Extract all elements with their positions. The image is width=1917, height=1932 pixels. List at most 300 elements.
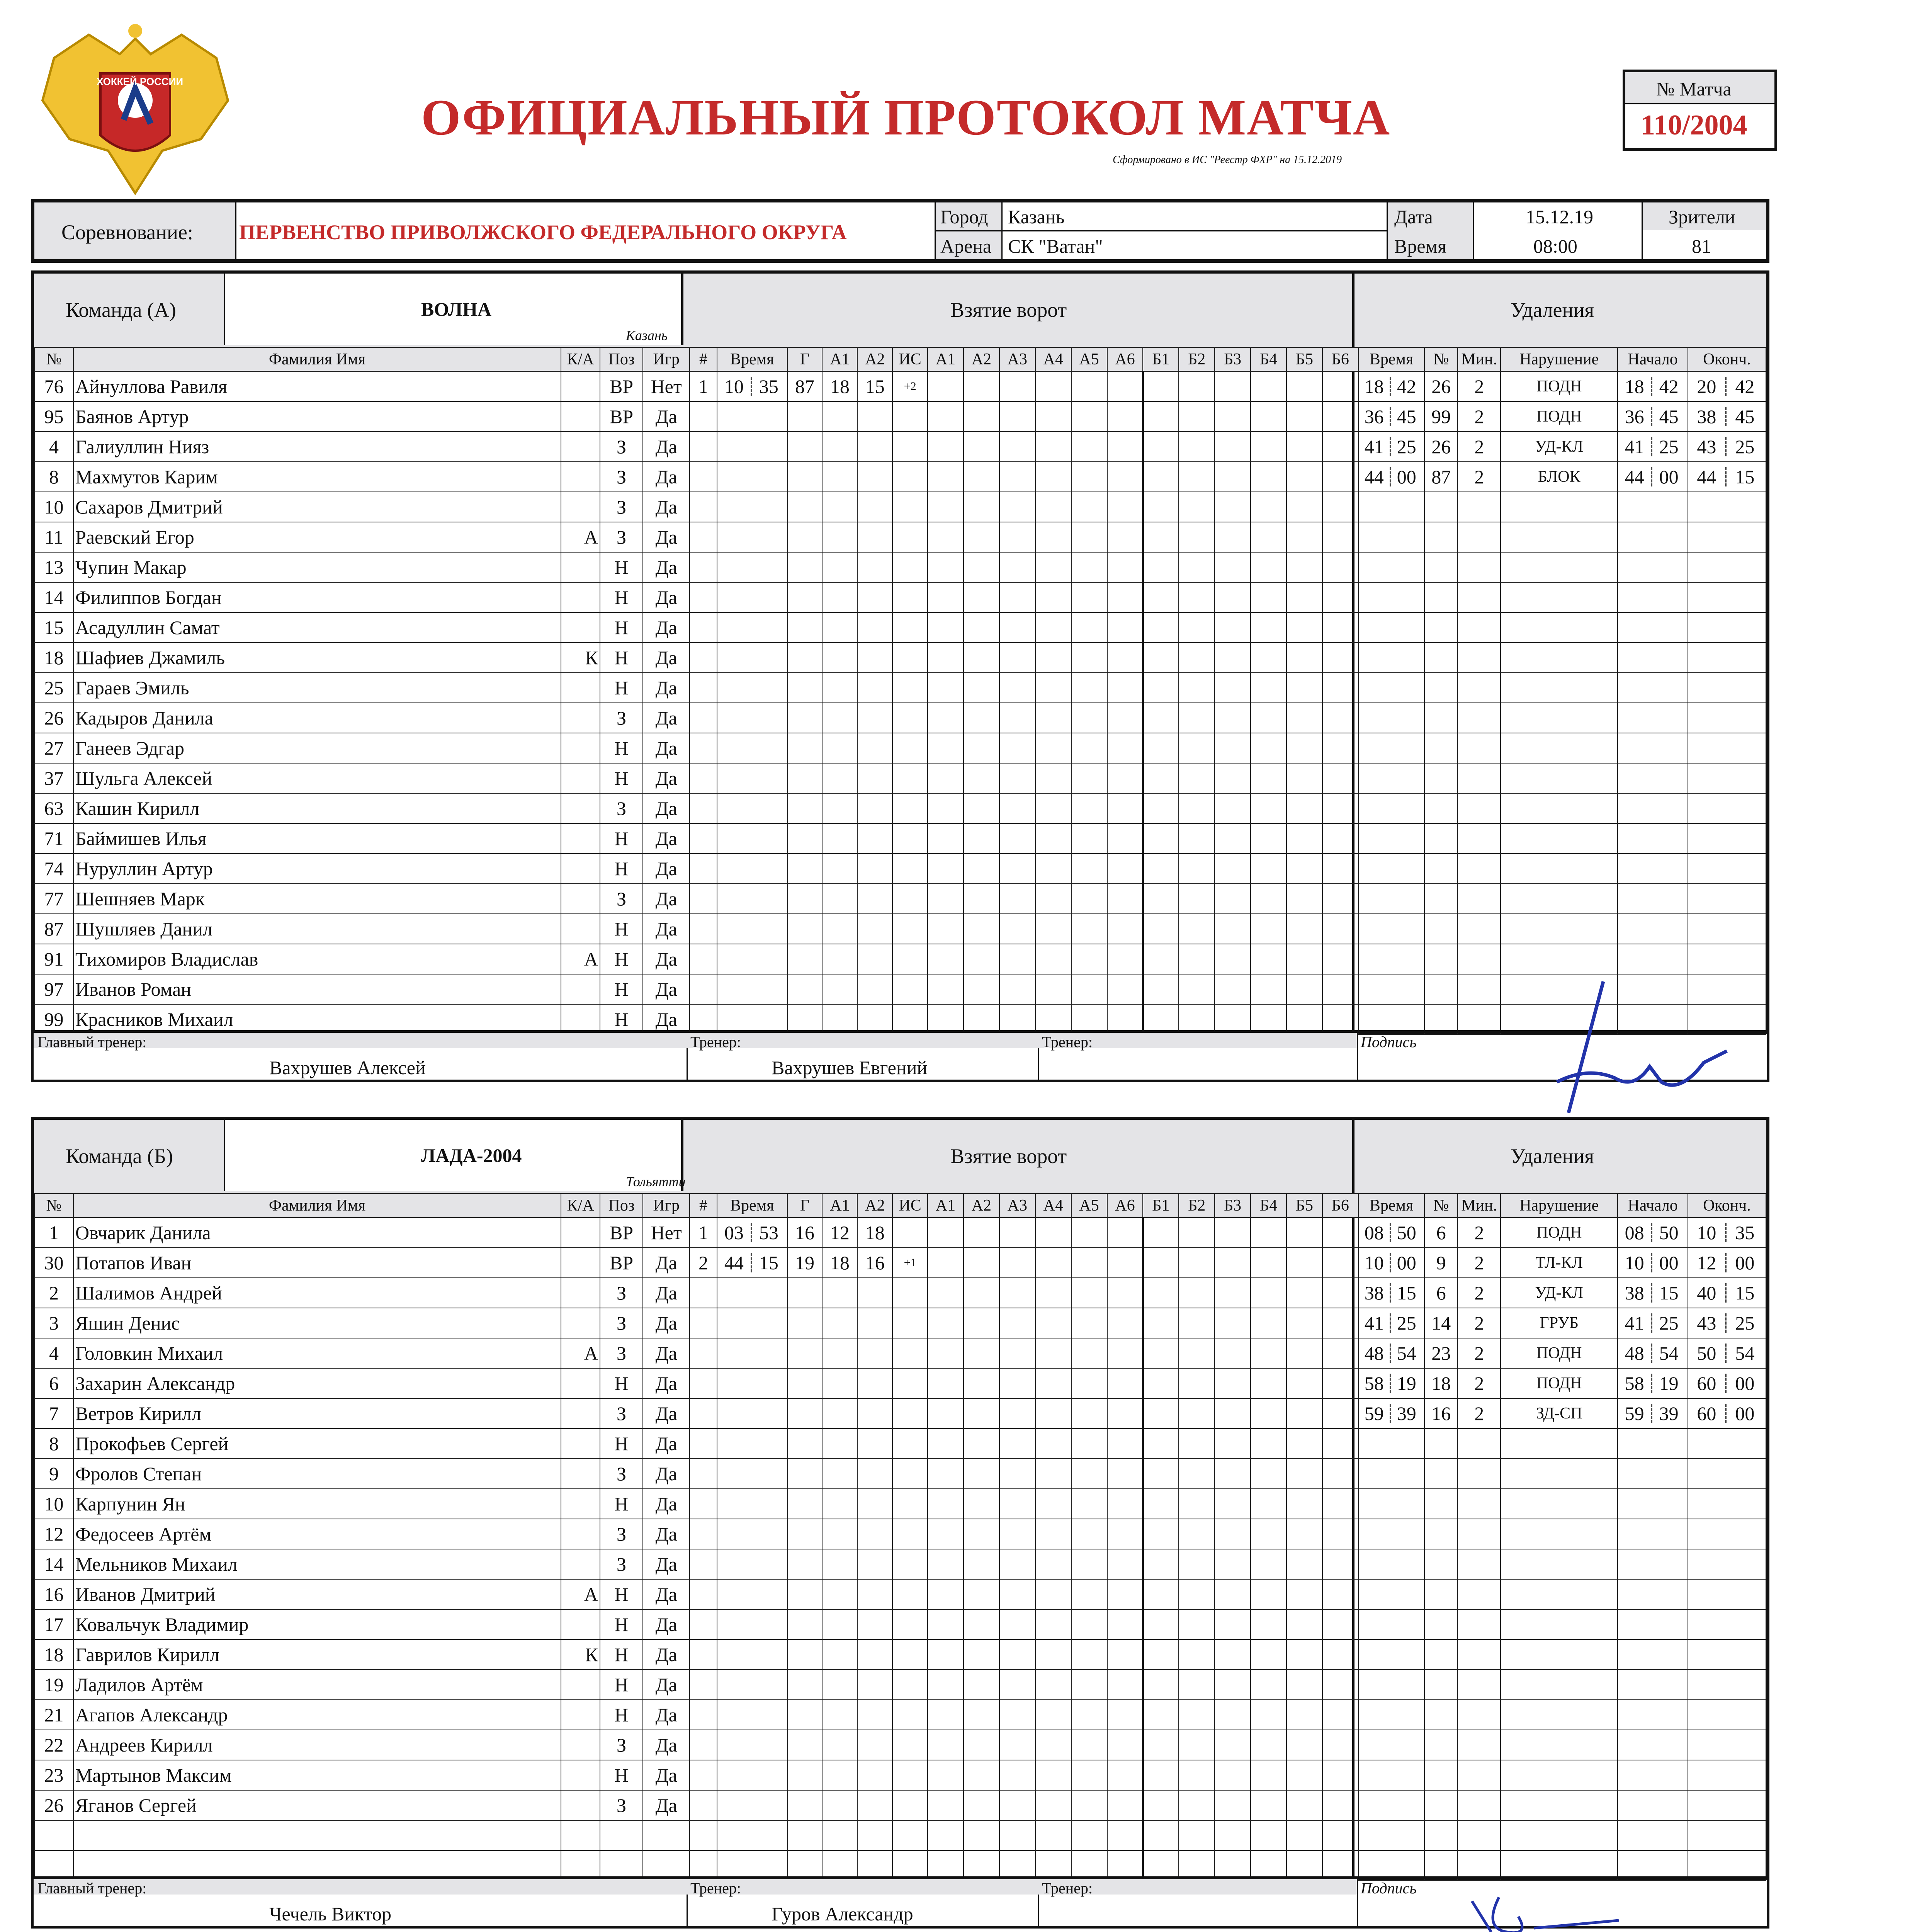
goal-situation [892, 1489, 928, 1519]
on-ice-cell [999, 1609, 1035, 1639]
teamA-col-18: Б2 [1179, 347, 1215, 371]
on-ice-cell [964, 1730, 999, 1760]
on-ice-cell [1286, 1519, 1322, 1549]
on-ice-cell [1179, 612, 1215, 643]
on-ice-cell [964, 643, 999, 673]
on-ice-cell [1107, 1820, 1143, 1850]
on-ice-cell [1215, 1398, 1251, 1429]
on-ice-cell [1286, 1429, 1322, 1459]
on-ice-cell [1286, 1549, 1322, 1579]
on-ice-cell [964, 552, 999, 582]
goal-assist-1 [822, 703, 857, 733]
teamB-col-21: Б5 [1286, 1194, 1322, 1218]
pen-time [1358, 1278, 1425, 1308]
teamA-col-14: А4 [1035, 347, 1071, 371]
goal-scorer [787, 914, 823, 944]
pen-player: 14 [1424, 1308, 1458, 1338]
on-ice-cell [1107, 462, 1143, 492]
pen-violation [1501, 673, 1618, 703]
teamA-col-23: Время [1358, 347, 1425, 371]
on-ice-cell [1071, 522, 1107, 552]
goal-assist-1 [822, 522, 857, 552]
player-role: К [561, 1639, 600, 1670]
on-ice-cell [964, 1820, 999, 1850]
player-position: З [600, 432, 643, 462]
goal-assist-2 [857, 1820, 892, 1850]
teamB-sign-label: Подпись [1361, 1879, 1417, 1897]
goal-assist-2 [857, 1338, 892, 1368]
on-ice-cell [964, 1609, 999, 1639]
player-name: Фролов Степан [73, 1459, 561, 1489]
on-ice-cell [964, 974, 999, 1004]
goal-scorer [787, 1700, 823, 1730]
on-ice-cell [1322, 1639, 1358, 1670]
pen-violation [1501, 612, 1618, 643]
pen-start [1618, 1820, 1688, 1850]
goal-number [690, 1609, 717, 1639]
on-ice-cell [928, 1760, 964, 1790]
goal-time [717, 371, 787, 401]
goal-scorer [787, 612, 823, 643]
teamB-col-15: А5 [1071, 1194, 1107, 1218]
teamA-col-27: Начало [1618, 347, 1688, 371]
on-ice-cell [1322, 703, 1358, 733]
goal-scorer [787, 552, 823, 582]
on-ice-cell [1071, 1730, 1107, 1760]
teamA-col-5: # [690, 347, 717, 371]
pen-start [1618, 612, 1688, 643]
goal-situation [892, 884, 928, 914]
teamB-col-28: Оконч. [1688, 1194, 1766, 1218]
on-ice-cell [1143, 1429, 1179, 1459]
pen-violation [1501, 793, 1618, 823]
on-ice-cell [1143, 763, 1179, 793]
on-ice-cell [1179, 854, 1215, 884]
goal-time [717, 612, 787, 643]
pen-minutes [1458, 733, 1501, 763]
player-name: Шульга Алексей [73, 763, 561, 793]
teamA-city: Казань [626, 328, 668, 343]
pen-end [1688, 401, 1766, 432]
player-name: Головкин Михаил [73, 1338, 561, 1368]
goal-assist-1 [822, 1790, 857, 1820]
player-role [561, 1609, 600, 1639]
on-ice-cell [1322, 643, 1358, 673]
teamA-col-8: А1 [822, 347, 857, 371]
on-ice-cell [928, 643, 964, 673]
pen-minutes [1458, 1700, 1501, 1730]
on-ice-cell [964, 1398, 999, 1429]
on-ice-cell [1251, 1398, 1286, 1429]
on-ice-cell [1035, 1730, 1071, 1760]
on-ice-cell [1322, 1730, 1358, 1760]
pen-start-sec: 45 [1659, 406, 1679, 427]
pen-player: 6 [1424, 1218, 1458, 1248]
goal-assist-1 [822, 1549, 857, 1579]
player-name: Кадыров Данила [73, 703, 561, 733]
goal-number [690, 854, 717, 884]
on-ice-cell [964, 703, 999, 733]
pen-minutes: 2 [1458, 371, 1501, 401]
on-ice-cell [1251, 1368, 1286, 1398]
on-ice-cell [964, 914, 999, 944]
pen-end-sec: 54 [1735, 1342, 1755, 1364]
teamB-col-13: А3 [999, 1194, 1035, 1218]
on-ice-cell [1071, 643, 1107, 673]
goal-scorer [787, 1670, 823, 1700]
on-ice-cell [928, 1549, 964, 1579]
pen-minutes [1458, 1459, 1501, 1489]
pen-end [1688, 1579, 1766, 1609]
on-ice-cell [1179, 1670, 1215, 1700]
on-ice-cell [1143, 1248, 1179, 1278]
on-ice-cell [1286, 552, 1322, 582]
on-ice-cell [964, 401, 999, 432]
on-ice-cell [1071, 1429, 1107, 1459]
pen-end-sec: 00 [1735, 1403, 1755, 1424]
pen-player: 23 [1424, 1338, 1458, 1368]
on-ice-cell [964, 1760, 999, 1790]
player-name: Шафиев Джамиль [73, 643, 561, 673]
goal-situation [892, 703, 928, 733]
on-ice-cell [999, 1278, 1035, 1308]
on-ice-cell [999, 1248, 1035, 1278]
on-ice-cell [928, 703, 964, 733]
player-plays: Да [643, 1489, 690, 1519]
on-ice-cell [1143, 1278, 1179, 1308]
table-row [34, 914, 1766, 944]
pen-time [1358, 854, 1425, 884]
goal-situation [892, 673, 928, 703]
pen-start [1618, 703, 1688, 733]
pen-minutes [1458, 1760, 1501, 1790]
player-plays: Да [643, 944, 690, 974]
on-ice-cell [1107, 1700, 1143, 1730]
goal-time [717, 1489, 787, 1519]
pen-violation [1501, 914, 1618, 944]
goal-scorer [787, 1338, 823, 1368]
pen-end [1688, 1218, 1766, 1248]
goal-scorer [787, 462, 823, 492]
goal-scorer [787, 1549, 823, 1579]
goal-assist-2 [857, 1308, 892, 1338]
on-ice-cell [999, 914, 1035, 944]
pen-player [1424, 522, 1458, 552]
goal-assist-2 [857, 703, 892, 733]
pen-violation [1501, 582, 1618, 612]
goal-time [717, 673, 787, 703]
player-number: 8 [34, 462, 73, 492]
date-value: 15.12.19 [1526, 206, 1593, 228]
on-ice-cell [999, 1790, 1035, 1820]
teamB-col-10: ИС [892, 1194, 928, 1218]
on-ice-cell [1071, 1760, 1107, 1790]
teamB-col-12: А2 [964, 1194, 999, 1218]
on-ice-cell [1251, 1579, 1286, 1609]
on-ice-cell [1251, 1760, 1286, 1790]
on-ice-cell [1035, 673, 1071, 703]
generated-note: Сформировано в ИС "Реестр ФХР" на 15.12.2019 [1113, 154, 1342, 166]
on-ice-cell [1286, 1308, 1322, 1338]
on-ice-cell [1251, 823, 1286, 854]
goal-assist-1 [822, 401, 857, 432]
player-position: Н [600, 1004, 643, 1034]
pen-minutes [1458, 522, 1501, 552]
table-row [34, 552, 1766, 582]
on-ice-cell [1035, 582, 1071, 612]
on-ice-cell [1215, 1700, 1251, 1730]
pen-sec: 00 [1397, 1252, 1416, 1274]
table-row [34, 1398, 1766, 1429]
player-name: Тихомиров Владислав [73, 944, 561, 974]
pen-player: 6 [1424, 1278, 1458, 1308]
pen-minutes: 2 [1458, 1308, 1501, 1338]
teamA-pens-title: Удаления [1511, 298, 1594, 321]
on-ice-cell [1251, 1670, 1286, 1700]
on-ice-cell [1179, 1730, 1215, 1760]
on-ice-cell [1035, 1519, 1071, 1549]
pen-start-sec: 50 [1659, 1222, 1679, 1243]
on-ice-cell [1286, 673, 1322, 703]
player-plays: Да [643, 914, 690, 944]
player-plays: Да [643, 492, 690, 522]
pen-start [1618, 1218, 1688, 1248]
goal-time [717, 1670, 787, 1700]
on-ice-cell [1251, 703, 1286, 733]
on-ice-cell [1071, 1670, 1107, 1700]
player-position: ВР [600, 401, 643, 432]
time-label: Время [1394, 235, 1447, 257]
player-name: Мартынов Максим [73, 1760, 561, 1790]
on-ice-cell [1107, 1639, 1143, 1670]
pen-violation: ПОДН [1501, 401, 1618, 432]
player-number: 63 [34, 793, 73, 823]
on-ice-cell [1071, 582, 1107, 612]
pen-end-sec: 25 [1735, 436, 1755, 457]
on-ice-cell [999, 1760, 1035, 1790]
pen-end-min: 60 [1688, 1374, 1727, 1393]
on-ice-cell [1179, 1368, 1215, 1398]
pen-violation: УД-КЛ [1501, 1278, 1618, 1308]
on-ice-cell [1107, 1338, 1143, 1368]
pen-time [1358, 1579, 1425, 1609]
goal-time [717, 1730, 787, 1760]
on-ice-cell [1322, 582, 1358, 612]
goal-assist-2 [857, 793, 892, 823]
time-value: 08:00 [1533, 235, 1577, 257]
on-ice-cell [964, 1549, 999, 1579]
pen-minutes [1458, 884, 1501, 914]
pen-end-min: 44 [1688, 467, 1727, 486]
goal-min: 03 [717, 1223, 752, 1242]
on-ice-cell [964, 371, 999, 401]
goal-assist-1 [822, 1700, 857, 1730]
pen-min: 59 [1359, 1404, 1391, 1423]
on-ice-cell [928, 914, 964, 944]
on-ice-cell [1322, 1549, 1358, 1579]
competition-label: Соревнование: [61, 221, 193, 244]
table-row [34, 733, 1766, 763]
goal-scorer [787, 944, 823, 974]
pen-min: 18 [1359, 377, 1391, 396]
on-ice-cell [1107, 854, 1143, 884]
player-position: Н [600, 854, 643, 884]
player-number: 18 [34, 643, 73, 673]
table-row [34, 1519, 1766, 1549]
pen-player [1424, 793, 1458, 823]
on-ice-cell [1107, 612, 1143, 643]
on-ice-cell [1215, 371, 1251, 401]
goal-assist-2 [857, 733, 892, 763]
player-role [561, 1459, 600, 1489]
goal-number: 1 [690, 371, 717, 401]
on-ice-cell [1322, 1489, 1358, 1519]
on-ice-cell [999, 854, 1035, 884]
pen-end-min: 60 [1688, 1404, 1727, 1423]
on-ice-cell [1251, 1489, 1286, 1519]
player-role [561, 703, 600, 733]
on-ice-cell [1322, 1609, 1358, 1639]
pen-minutes [1458, 612, 1501, 643]
on-ice-cell [1215, 552, 1251, 582]
player-number: 17 [34, 1609, 73, 1639]
on-ice-cell [1035, 401, 1071, 432]
teamB-goals-title: Взятие ворот [950, 1145, 1067, 1168]
on-ice-cell [1322, 1248, 1358, 1278]
goal-scorer [787, 1429, 823, 1459]
pen-start-min: 36 [1618, 407, 1652, 426]
player-number: 97 [34, 974, 73, 1004]
player-role [561, 492, 600, 522]
player-plays: Да [643, 401, 690, 432]
player-role [561, 1278, 600, 1308]
teamB-coach: Гуров Александр [772, 1903, 913, 1925]
on-ice-cell [1071, 974, 1107, 1004]
on-ice-cell [1143, 401, 1179, 432]
goal-scorer [787, 1790, 823, 1820]
table-row [34, 673, 1766, 703]
on-ice-cell [1215, 733, 1251, 763]
on-ice-cell [999, 823, 1035, 854]
player-position: З [600, 1308, 643, 1338]
pen-minutes [1458, 1519, 1501, 1549]
on-ice-cell [1251, 1549, 1286, 1579]
pen-sec: 25 [1397, 436, 1416, 457]
on-ice-cell [1107, 884, 1143, 914]
goal-scorer [787, 733, 823, 763]
pen-start [1618, 1429, 1688, 1459]
match-number: 110/2004 [1641, 109, 1747, 141]
on-ice-cell [1179, 1218, 1215, 1248]
on-ice-cell [1322, 1398, 1358, 1429]
pen-player [1424, 1730, 1458, 1760]
player-role [561, 1670, 600, 1700]
pen-violation: ПОДН [1501, 1218, 1618, 1248]
goal-sec: 15 [759, 1252, 778, 1274]
goal-time [717, 1519, 787, 1549]
goal-situation [892, 854, 928, 884]
on-ice-cell [1215, 763, 1251, 793]
on-ice-cell [1071, 1248, 1107, 1278]
player-role [561, 914, 600, 944]
pen-end-sec: 42 [1735, 376, 1755, 397]
player-position: ВР [600, 371, 643, 401]
on-ice-cell [1143, 1730, 1179, 1760]
teamB-col-3: Поз [600, 1194, 643, 1218]
teamA-col-4: Игр [643, 347, 690, 371]
on-ice-cell [1322, 793, 1358, 823]
pen-player [1424, 673, 1458, 703]
pen-player: 16 [1424, 1398, 1458, 1429]
pen-start-min: 41 [1618, 1313, 1652, 1333]
pen-min: 36 [1359, 407, 1391, 426]
on-ice-cell [1071, 1519, 1107, 1549]
goal-number [690, 793, 717, 823]
on-ice-cell [1215, 1579, 1251, 1609]
goal-scorer [787, 1398, 823, 1429]
player-name: Ладилов Артём [73, 1670, 561, 1700]
player-name: Потапов Иван [73, 1248, 561, 1278]
logo [35, 23, 236, 201]
teamB-label: Команда (Б) [66, 1145, 173, 1168]
on-ice-cell [1251, 1459, 1286, 1489]
on-ice-cell [1035, 522, 1071, 552]
goal-scorer [787, 432, 823, 462]
pen-end [1688, 1730, 1766, 1760]
table-row [34, 1820, 1766, 1850]
goal-assist-2 [857, 884, 892, 914]
on-ice-cell [1286, 462, 1322, 492]
pen-sec: 25 [1397, 1312, 1416, 1334]
on-ice-cell [928, 1278, 964, 1308]
on-ice-cell [1107, 582, 1143, 612]
goal-situation [892, 1549, 928, 1579]
on-ice-cell [928, 1368, 964, 1398]
on-ice-cell [1071, 914, 1107, 944]
pen-time [1358, 492, 1425, 522]
on-ice-cell [1286, 643, 1322, 673]
on-ice-cell [1071, 1639, 1107, 1670]
on-ice-cell [1215, 1368, 1251, 1398]
on-ice-cell [1035, 432, 1071, 462]
on-ice-cell [964, 763, 999, 793]
goal-scorer [787, 1489, 823, 1519]
player-number: 18 [34, 1639, 73, 1670]
pen-time [1358, 1368, 1425, 1398]
on-ice-cell [1215, 854, 1251, 884]
player-plays: Да [643, 733, 690, 763]
player-number: 26 [34, 703, 73, 733]
player-role [561, 1308, 600, 1338]
goal-situation [892, 492, 928, 522]
teamA-col-16: А6 [1107, 347, 1143, 371]
on-ice-cell [1179, 1820, 1215, 1850]
pen-player [1424, 1549, 1458, 1579]
pen-min: 58 [1359, 1374, 1391, 1393]
pen-player [1424, 763, 1458, 793]
pen-min: 44 [1359, 467, 1391, 486]
player-position: ВР [600, 1218, 643, 1248]
on-ice-cell [964, 1248, 999, 1278]
on-ice-cell [1286, 1248, 1322, 1278]
pen-time [1358, 1790, 1425, 1820]
on-ice-cell [1179, 1459, 1215, 1489]
pen-end [1688, 371, 1766, 401]
pen-start [1618, 582, 1688, 612]
player-plays: Да [643, 1429, 690, 1459]
pen-end [1688, 1278, 1766, 1308]
pen-start [1618, 643, 1688, 673]
